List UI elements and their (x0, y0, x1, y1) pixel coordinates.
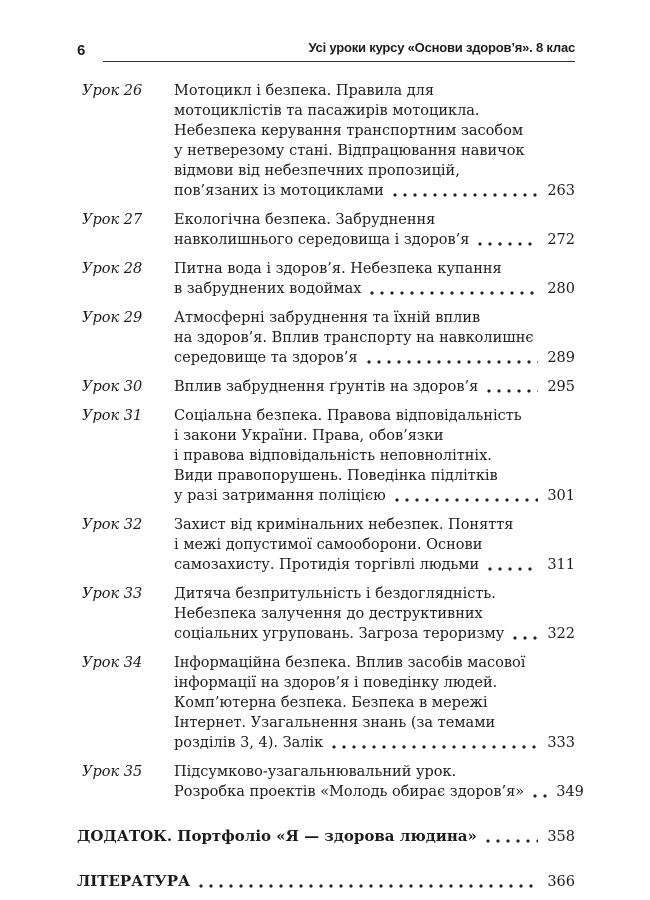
dot-leader (370, 290, 538, 296)
toc-section-entry (77, 826, 575, 847)
dot-leader (367, 359, 539, 365)
page-ref: 358 (547, 829, 575, 845)
page-ref: 349 (556, 784, 584, 800)
description-text: в забруднених водоймах (174, 281, 362, 297)
description-last-line (174, 279, 575, 299)
toc-entry (77, 308, 575, 368)
description-line: і правова відповідальність неповнолітніх. (174, 448, 492, 464)
description-line: Захист від кримінальних небезпек. Поняття (174, 517, 514, 533)
description-line: і закони України. Права, обов’язки (174, 428, 444, 444)
lesson-description (174, 406, 575, 506)
toc-entry (77, 762, 584, 802)
description-text: Розробка проектів «Молодь обирає здоров’я» (174, 784, 525, 800)
page-ref: 322 (547, 626, 575, 642)
description-line: у нетверезому стані. Відпрацювання навичок (174, 143, 525, 159)
lesson-label: Урок 26 (82, 83, 143, 99)
description-line: Дитяча безпритульність і бездоглядність. (174, 586, 496, 602)
toc-entry (77, 210, 575, 250)
dot-leader (513, 635, 538, 641)
table-of-contents (77, 81, 584, 892)
lesson-description (174, 762, 584, 802)
dot-leader (533, 793, 547, 799)
description-line: Інформаційна безпека. Вплив засобів масової (174, 655, 526, 671)
description-text: середовище та здоров’я (174, 350, 358, 366)
description-line: Небезпека залучення до деструктивних (174, 606, 483, 622)
dot-leader (393, 192, 539, 198)
lesson-label: Урок 27 (82, 212, 143, 228)
page-ref: 263 (547, 183, 575, 199)
description-last-line (174, 348, 575, 368)
description-text: розділів 3, 4). Залік (174, 735, 324, 751)
description-last-line (174, 181, 575, 201)
toc-entry (77, 584, 575, 644)
lesson-description (174, 210, 575, 250)
page-ref: 366 (547, 874, 575, 890)
section-title: ДОДАТОК. Портфоліо «Я — здорова людина» (77, 827, 477, 845)
lesson-description (174, 653, 575, 753)
toc-entry (77, 406, 575, 506)
description-last-line (174, 486, 575, 506)
dot-leader (488, 566, 538, 572)
page-ref: 301 (547, 488, 575, 504)
lesson-label: Урок 33 (82, 586, 143, 602)
description-line: Підсумково-узагальнювальний урок. (174, 764, 457, 780)
description-line: Екологічна безпека. Забруднення (174, 212, 436, 228)
description-text: соціальних угруповань. Загроза тероризму (174, 626, 505, 642)
description-text: самозахисту. Протидія торгівлі людьми (174, 557, 480, 573)
description-line: мотоциклістів та пасажирів мотоцикла. (174, 103, 480, 119)
lesson-description (174, 584, 575, 644)
lesson-label: Урок 31 (82, 408, 143, 424)
dot-leader (478, 241, 538, 247)
lesson-label: Урок 32 (82, 517, 143, 533)
lesson-description (174, 515, 575, 575)
description-text: навколишнього середовища і здоров’я (174, 232, 470, 248)
toc-entry (77, 377, 575, 397)
page-ref: 333 (547, 735, 575, 751)
header-rule (103, 38, 575, 62)
toc-section-list (77, 826, 575, 892)
dot-leader (332, 744, 538, 750)
description-line: Небезпека керування транспортним засобом (174, 123, 524, 139)
description-line: на здоров’я. Вплив транспорту на навколишнє (174, 330, 534, 346)
page-ref: 311 (547, 557, 575, 573)
lesson-label: Урок 29 (82, 310, 143, 326)
description-line: Інтернет. Узагальнення знань (за темами (174, 715, 496, 731)
description-text: у разі затримання поліцією (174, 488, 386, 504)
page-ref: 280 (547, 281, 575, 297)
page-number: 6 (77, 42, 86, 59)
lesson-description (174, 81, 575, 201)
lesson-label: Урок 35 (82, 764, 143, 780)
description-line: інформації на здоров’я і поведінку людей. (174, 675, 498, 691)
description-last-line (174, 624, 575, 644)
lesson-description (174, 377, 575, 397)
running-title: Усі уроки курсу «Основи здоров’я». 8 клас (308, 40, 575, 55)
lesson-label: Урок 28 (82, 261, 143, 277)
description-last-line (174, 230, 575, 250)
lesson-label: Урок 30 (82, 379, 143, 395)
description-last-line (174, 377, 575, 397)
page-ref: 295 (547, 379, 575, 395)
description-line: відмови від небезпечних пропозицій, (174, 163, 460, 179)
section-title: ЛІТЕРАТУРА (77, 872, 191, 890)
description-line: Види правопорушень. Поведінка підлітків (174, 468, 498, 484)
lesson-description (174, 259, 575, 299)
description-line: Соціальна безпека. Правова відповідальність (174, 408, 522, 424)
description-text: Вплив забруднення ґрунтів на здоров’я (174, 379, 479, 395)
description-last-line (174, 733, 575, 753)
description-line: Мотоцикл і безпека. Правила для (174, 83, 434, 99)
page-ref: 289 (547, 350, 575, 366)
toc-lesson-list (77, 81, 584, 802)
page-ref: 272 (547, 232, 575, 248)
description-last-line (174, 782, 584, 802)
dot-leader (486, 838, 538, 844)
description-line: Атмосферні забруднення та їхній вплив (174, 310, 481, 326)
page-header (77, 38, 575, 62)
toc-section-entry (77, 871, 575, 892)
lesson-description (174, 308, 575, 368)
toc-entry (77, 259, 575, 299)
toc-entry (77, 653, 575, 753)
toc-entry (77, 515, 575, 575)
toc-entry (77, 81, 575, 201)
description-line: Питна вода і здоров’я. Небезпека купання (174, 261, 502, 277)
description-text: пов’язаних із мотоциклами (174, 183, 384, 199)
description-line: Комп’ютерна безпека. Безпека в мережі (174, 695, 488, 711)
dot-leader (487, 388, 538, 394)
description-last-line (174, 555, 575, 575)
dot-leader (395, 497, 539, 503)
description-line: і межі допустимої самооборони. Основи (174, 537, 483, 553)
lesson-label: Урок 34 (82, 655, 143, 671)
dot-leader (199, 883, 538, 889)
